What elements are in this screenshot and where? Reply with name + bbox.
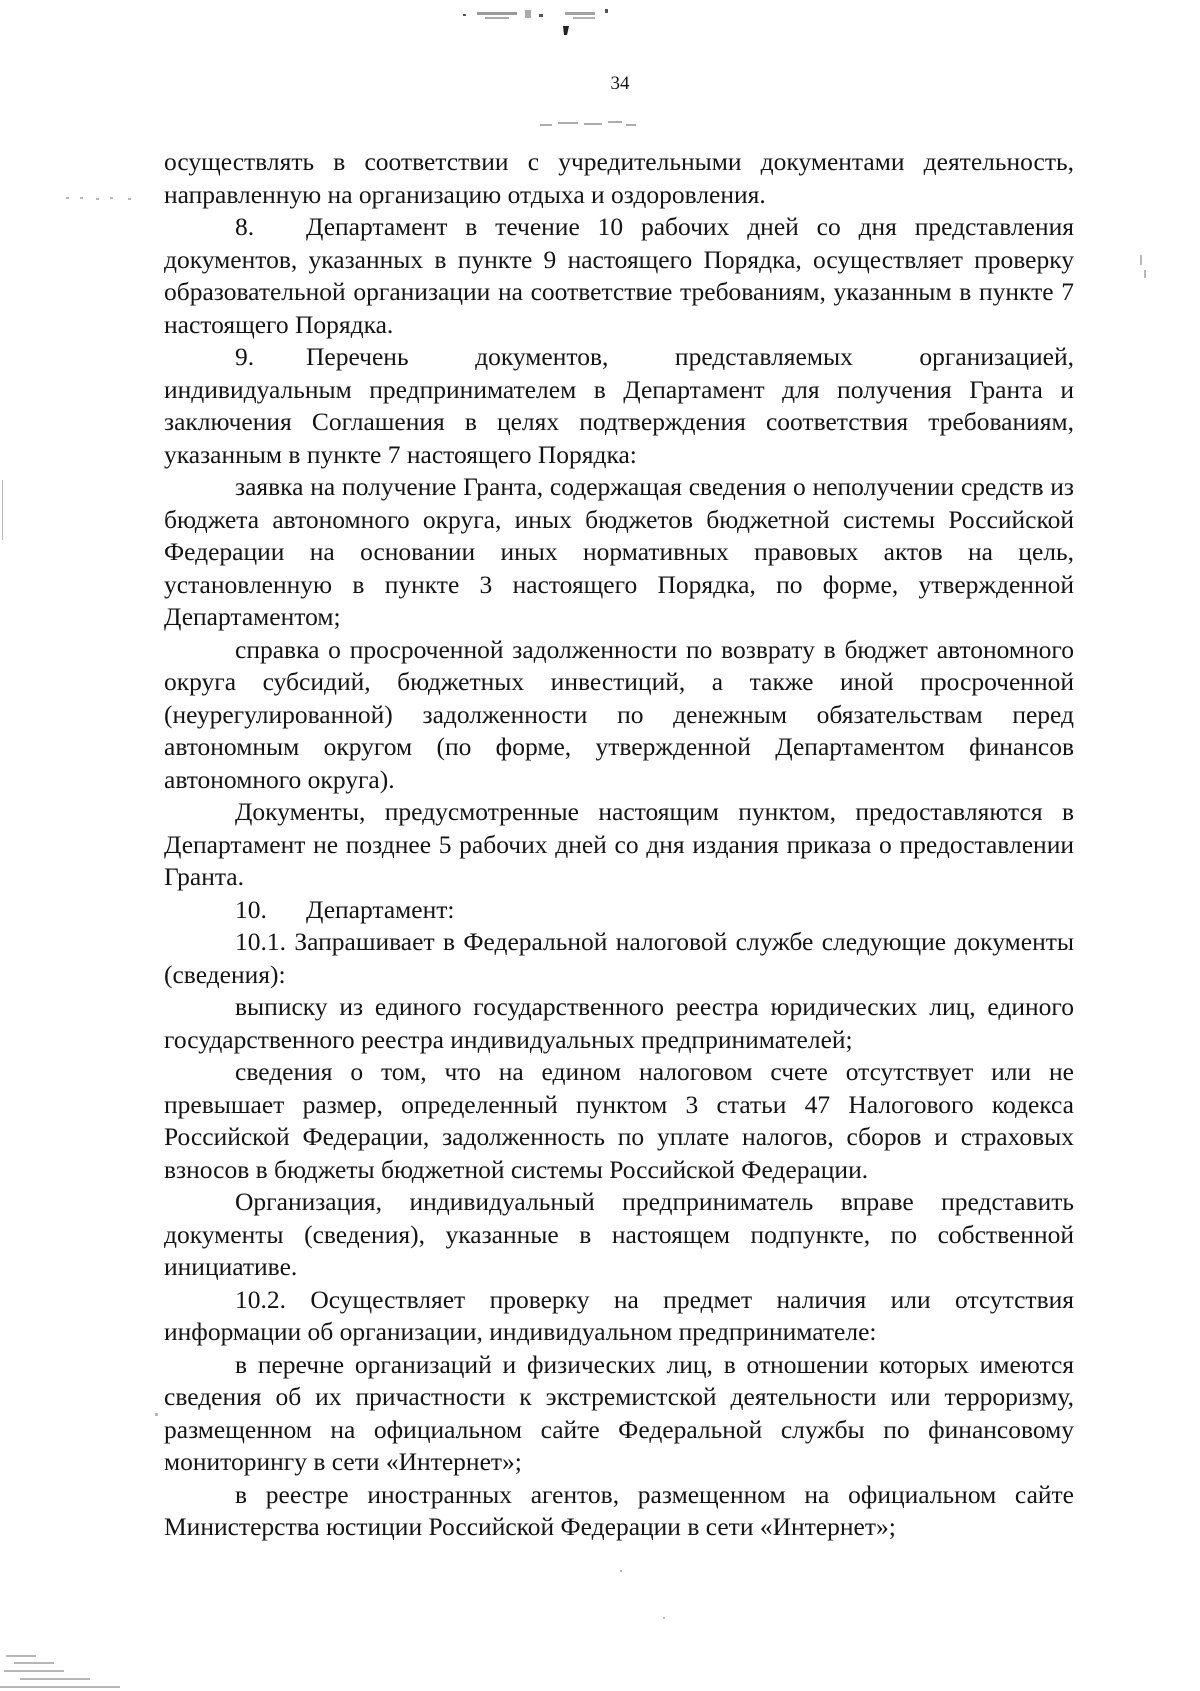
scan-artifact-mid [530,118,680,132]
clause-number: 8. [235,212,255,241]
clause-text: Перечень документов, представляемых организацией, индивидуальным предпринимателем в Департамент для получения Гранта и заключения Соглашения в целях подтверждения соответствия требованиям, указанным в пункте 7 настоящего Порядка: [164,342,1074,469]
page-number: 34 [610,73,630,94]
document-body [164,146,1074,1544]
clause-10-2: 10.2. Осуществляет проверку на предмет наличия или отсутствия информации об организации, индивидуальном предпринимателе: [164,1284,1074,1346]
clause-10 [164,894,1074,927]
clause-number: 10. [235,894,267,924]
clause-10-1-item-registry-extract: выписку из единого государственного реестра юридических лиц, единого государственного реестра индивидуальных предпринимателей; [164,992,1074,1054]
clause-9-deadline: Документы, предусмотренные настоящим пунктом, предоставляются в Департамент не позднее 5 рабочих дней со дня издания приказа о предоставлении Гранта. [164,797,1074,891]
paragraph-continuation: осуществлять в соответствии с учредительными документами деятельность, направленную на организацию отдыха и оздоровления. [164,147,1074,209]
scan-artifact-top [455,4,755,44]
clause-9-item-application: заявка на получение Гранта, содержащая сведения о неполучении средств из бюджета автономного округа, иных бюджетов бюджетной системы Российской Федерации на основании иных нормативных правовых актов на цель, установленную в пункте 3 настоящего Порядка, по форме, утвержденной Департаментом; [164,472,1074,631]
clause-8 [164,211,1074,341]
clause-text: Департамент в течение 10 рабочих дней со дня представления документов, указанных в пункте 9 настоящего Порядка, осуществляет проверку образовательной организации на соответствие требованиям, указанным в пункте 7 настоящего Порядка. [164,212,1074,339]
clause-10-1-own-initiative: Организация, индивидуальный предприниматель вправе представить документы (сведения), указанные в настоящем подпункте, по собственной инициативе. [164,1187,1074,1281]
clause-10-1-item-tax-account: сведения о том, что на едином налоговом счете отсутствует или не превышает размер, определенный пунктом 3 статьи 47 Налогового кодекса Российской Федерации, задолженность по уплате налогов, сборов и страховых взносов в бюджеты бюджетной системы Российской Федерации. [164,1057,1074,1184]
clause-9 [164,341,1074,471]
clause-text: Департамент: [306,894,455,924]
clause-10-1: 10.1. Запрашивает в Федеральной налоговой службе следующие документы (сведения): [164,927,1074,989]
clause-10-2-item-extremism-list: в перечне организаций и физических лиц, в отношении которых имеются сведения об их причастности к экстремистской деятельности или терроризму, размещенном на официальном сайте Федеральной службы по финансовому мониторингу в сети «Интернет»; [164,1349,1074,1476]
clause-number: 9. [235,342,255,371]
clause-9-item-debt-certificate: справка о просроченной задолженности по возврату в бюджет автономного округа субсидий, бюджетных инвестиций, а также иной просроченной (неурегулированной) задолженности по денежным обязательствам перед автономным округом (по форме, утвержденной Департаментом финансов автономного округа). [164,634,1074,794]
clause-10-2-item-foreign-agents: в реестре иностранных агентов, размещенном на официальном сайте Министерства юстиции Российской Федерации в сети «Интернет»; [164,1479,1074,1541]
